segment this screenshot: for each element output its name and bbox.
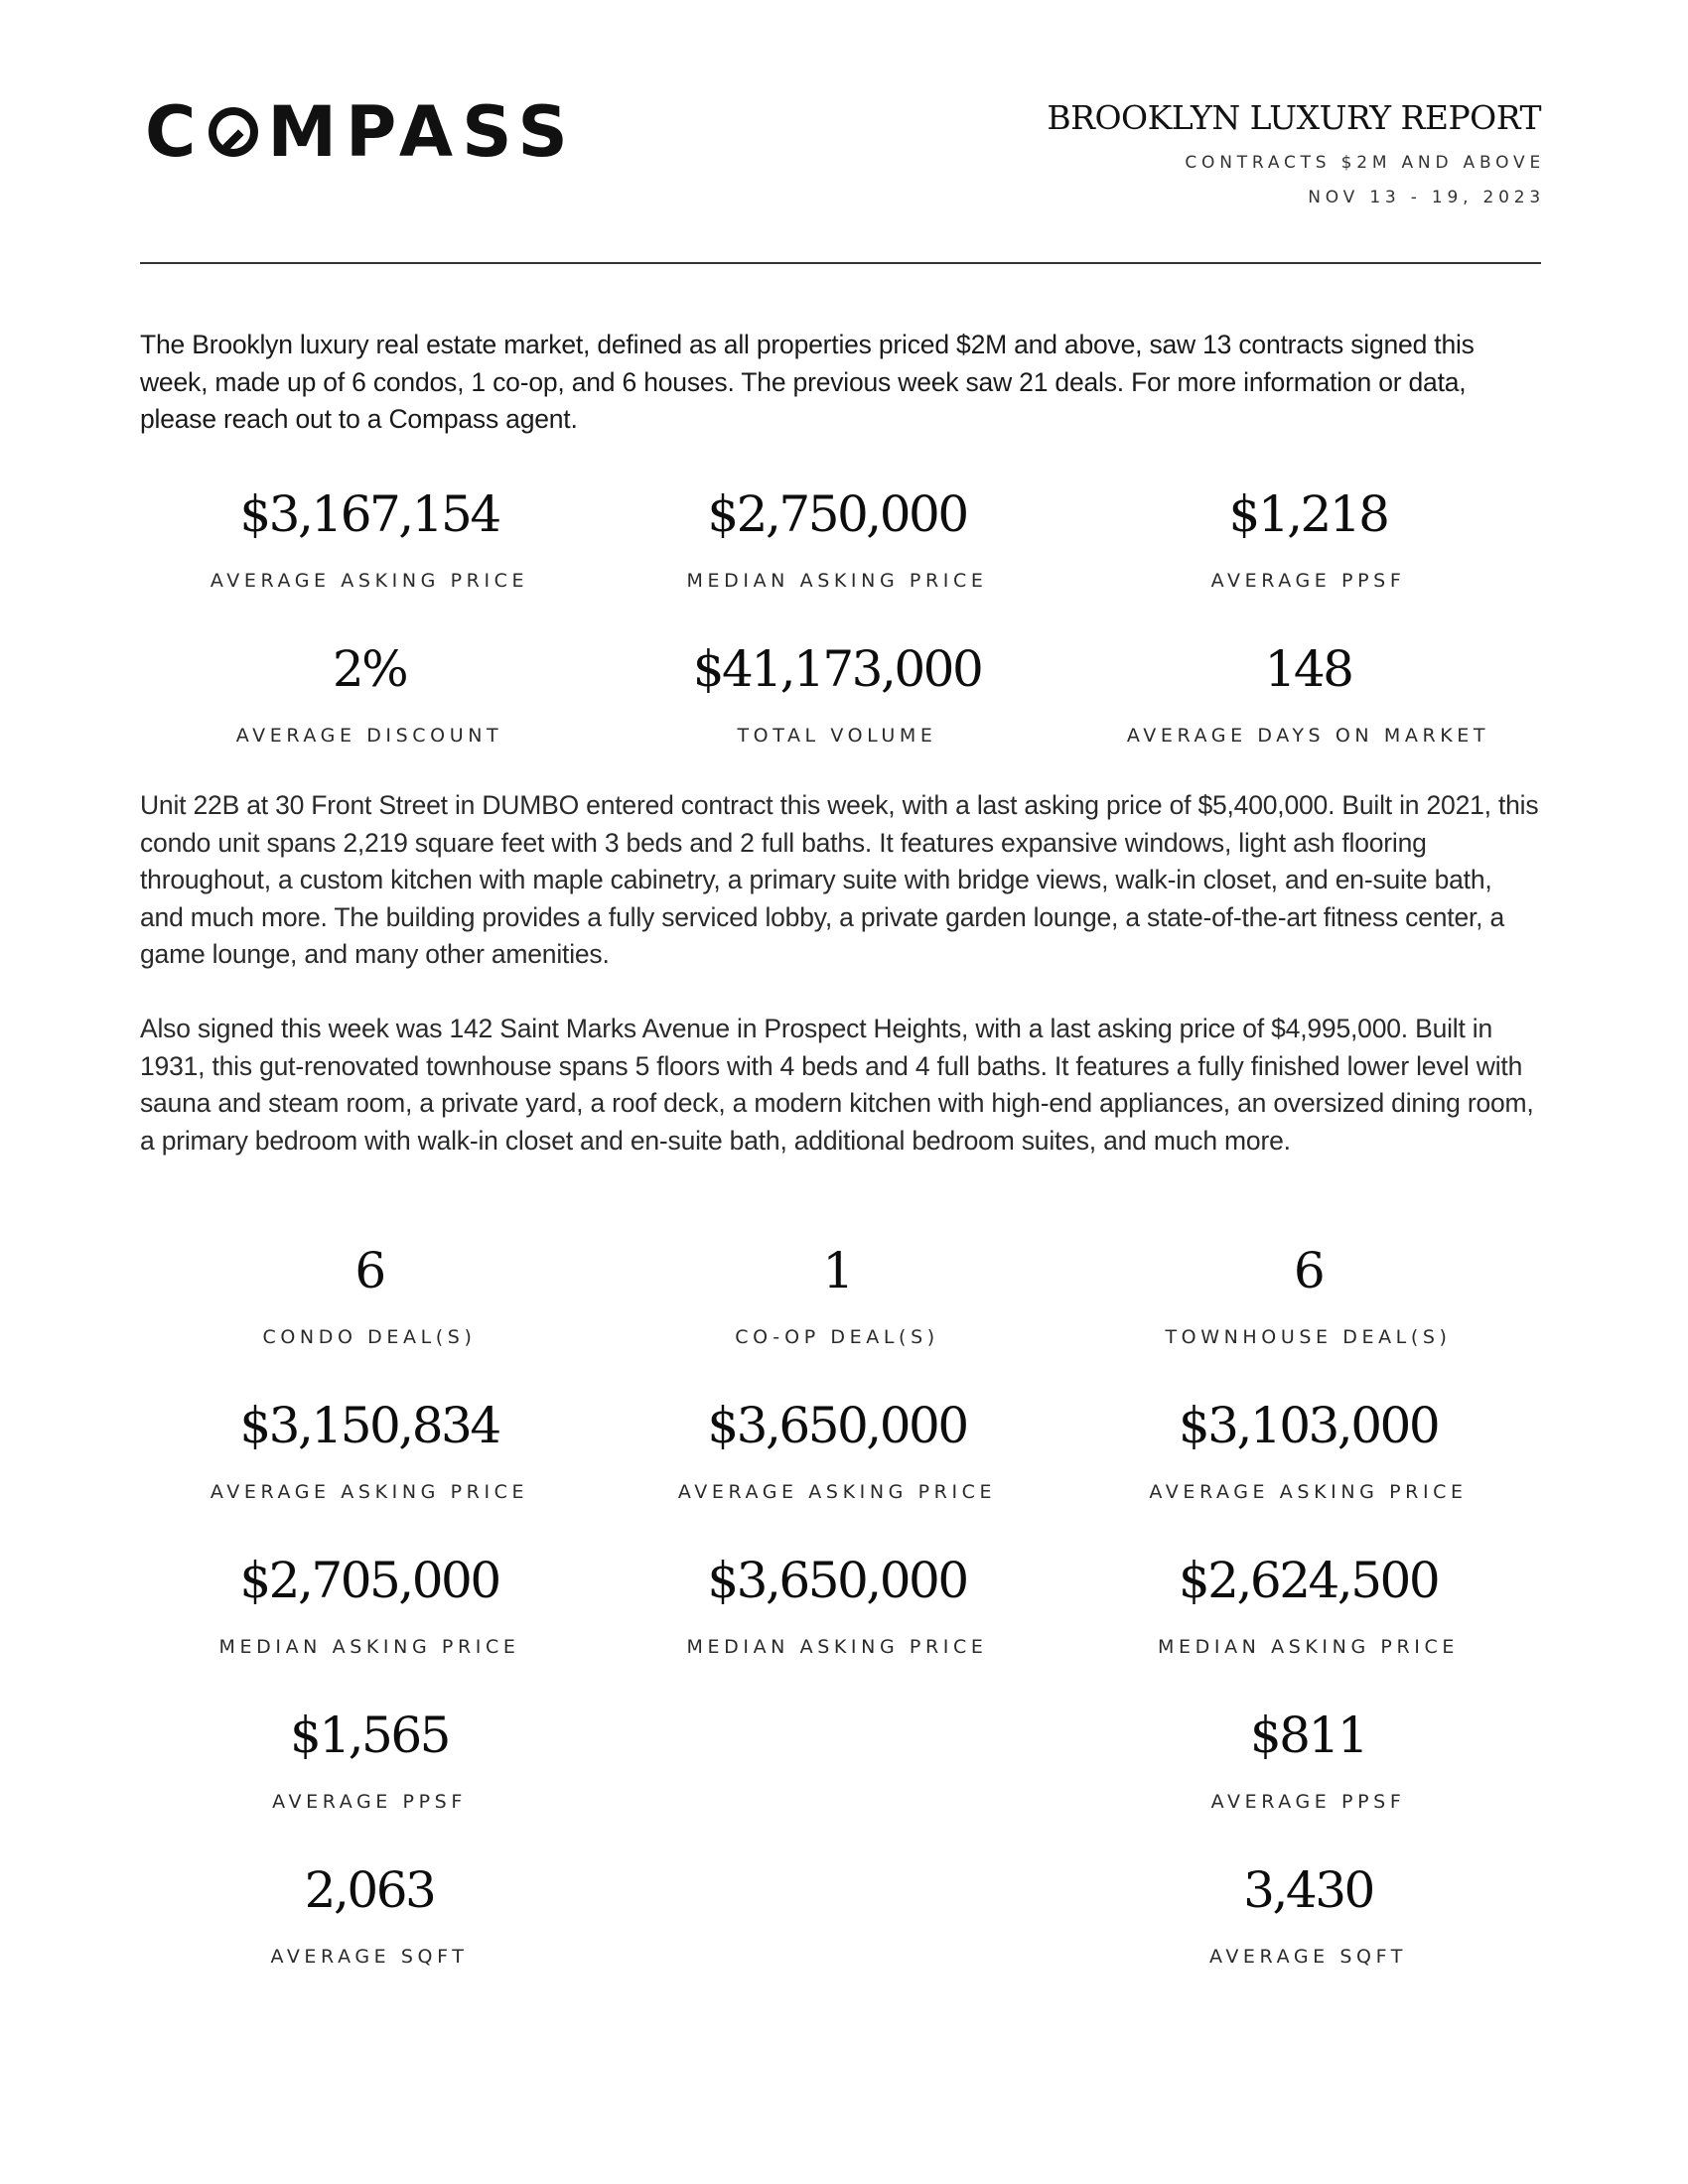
stat-value: $2,705,000 (239, 1552, 499, 1609)
stat-label: MEDIAN ASKING PRICE (1158, 1636, 1459, 1658)
stat-label: TOTAL VOLUME (737, 725, 937, 747)
stat-label: CO-OP DEAL(S) (735, 1326, 939, 1348)
report-date-range: NOV 13 - 19, 2023 (1308, 188, 1545, 207)
stat-label: AVERAGE PPSF (272, 1791, 467, 1813)
stat-total-volume (599, 639, 1075, 794)
coop-median-asking-price (599, 1551, 1075, 1706)
stat-value: 2,063 (304, 1861, 435, 1919)
stat-label: AVERAGE ASKING PRICE (210, 1481, 529, 1503)
stat-median-asking-price (599, 484, 1075, 639)
condo-average-sqft (140, 1860, 599, 2015)
stat-label: AVERAGE SQFT (1208, 1946, 1408, 1968)
stat-label: MEDIAN ASKING PRICE (218, 1636, 520, 1658)
stat-average-discount (140, 639, 599, 794)
compass-logo (145, 91, 577, 173)
stat-value: 2% (332, 640, 407, 698)
stat-label: AVERAGE ASKING PRICE (677, 1481, 997, 1503)
coop-deals (599, 1241, 1075, 1396)
stat-average-asking-price (140, 484, 599, 639)
highlight-paragraph-30-front-street: Unit 22B at 30 Front Street in DUMBO entered contract this week, with a last asking price of $5,400,000. Built in 2021, this condo unit spans 2,219 square feet with 3 beds and 2 full baths. It features expansive windows, light ash flooring throughout, a custom kitchen with maple cabinetry, a primary suite with bridge views, walk-in closet, and en-suite bath, and much more. The building provides a fully serviced lobby, a private garden lounge, a state-of-the-art fitness center, a game lounge, and many other amenities. (140, 790, 1539, 969)
townhouse-average-ppsf (1075, 1706, 1541, 1860)
stat-average-ppsf (1075, 484, 1541, 639)
stat-value: $3,103,000 (1178, 1397, 1439, 1454)
stat-label: AVERAGE ASKING PRICE (1149, 1481, 1468, 1503)
stat-label: AVERAGE PPSF (1210, 570, 1406, 592)
compass-o-icon (209, 107, 258, 157)
stat-label: AVERAGE DISCOUNT (235, 725, 503, 747)
stat-value: 148 (1264, 640, 1352, 698)
stat-value: $3,167,154 (239, 485, 499, 543)
condo-average-asking-price (140, 1396, 599, 1551)
stat-value: $3,650,000 (707, 1552, 967, 1609)
report-header (1047, 97, 1545, 209)
logo-letter-c: C (145, 91, 206, 173)
stat-value: $1,218 (1228, 485, 1388, 543)
stat-value: 3,430 (1243, 1861, 1373, 1919)
stat-label: AVERAGE SQFT (270, 1946, 469, 1968)
condo-average-ppsf (140, 1706, 599, 1860)
report-page (140, 0, 1545, 2184)
townhouse-deals (1075, 1241, 1541, 1396)
townhouse-average-asking-price (1075, 1396, 1541, 1551)
stat-value: $3,150,834 (239, 1397, 499, 1454)
report-title: BROOKLYN LUXURY REPORT (1047, 98, 1541, 137)
stat-label: TOWNHOUSE DEAL(S) (1165, 1326, 1452, 1348)
logo-wordmark (145, 91, 577, 173)
header-divider (140, 262, 1541, 264)
coop-average-asking-price (599, 1396, 1075, 1551)
summary-stats-grid (140, 484, 1541, 794)
stat-value: $1,565 (290, 1706, 449, 1764)
stat-value: $2,750,000 (707, 485, 967, 543)
highlight-paragraph-142-saint-marks: Also signed this week was 142 Saint Marks Avenue in Prospect Heights, with a last asking price of $4,995,000. Built in 1931, this gut-renovated townhouse spans 5 floors with 4 beds and 4 full baths. It features a fully finished lower level with sauna and steam room, a private yard, a roof deck, a modern kitchen with high-end appliances, an oversized dining room, a primary bedroom with walk-in closet and en-suite bath, additional bedroom suites, and much more. (140, 1014, 1534, 1156)
townhouse-median-asking-price (1075, 1551, 1541, 1706)
stat-value: $41,173,000 (692, 640, 982, 698)
logo-letters-mpass: MPASS (267, 91, 577, 173)
stat-label: MEDIAN ASKING PRICE (686, 1636, 988, 1658)
stat-label: AVERAGE DAYS ON MARKET (1126, 725, 1490, 747)
stat-value: $2,624,500 (1178, 1552, 1439, 1609)
stat-value: 6 (1293, 1242, 1324, 1299)
townhouse-average-sqft (1075, 1860, 1541, 2015)
report-subtitle: CONTRACTS $2M AND ABOVE (1185, 153, 1545, 173)
stat-value: $811 (1249, 1706, 1367, 1764)
intro-paragraph: The Brooklyn luxury real estate market, defined as all properties priced $2M and above, saw 13 contracts signed this week, made up of 6 condos, 1 co-op, and 6 houses. The previous week saw 21 deals. For more information or data, please reach out to a Compass agent. (140, 330, 1475, 434)
stat-value: $3,650,000 (707, 1397, 967, 1454)
stat-label: MEDIAN ASKING PRICE (686, 570, 988, 592)
stat-value: 1 (822, 1242, 852, 1299)
condo-deals (140, 1241, 599, 1396)
stat-label: AVERAGE ASKING PRICE (210, 570, 529, 592)
stat-average-days-on-market (1075, 639, 1541, 794)
property-type-stats-grid (140, 1241, 1541, 2015)
stat-value: 6 (354, 1242, 384, 1299)
condo-median-asking-price (140, 1551, 599, 1706)
stat-label: CONDO DEAL(S) (262, 1326, 477, 1348)
stat-label: AVERAGE PPSF (1210, 1791, 1406, 1813)
